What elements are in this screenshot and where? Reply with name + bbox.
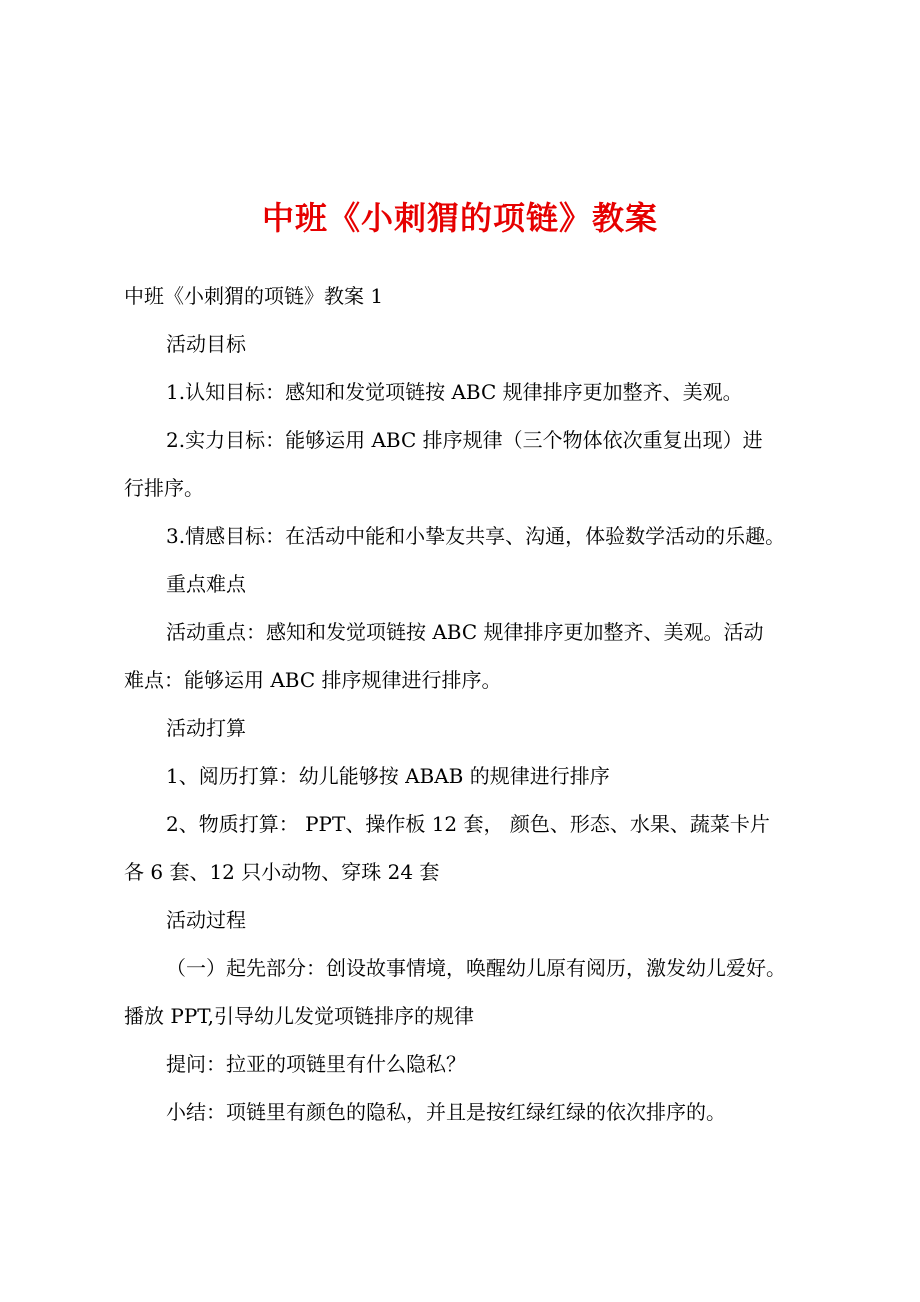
heading-activity-process: 活动过程 <box>166 908 246 932</box>
heading-activity-preparation: 活动打算 <box>166 716 246 740</box>
paragraph-opening-part-cont: 播放 PPT,引导幼儿发觉项链排序的规律 <box>124 1004 475 1028</box>
paragraph-emotion-goal: 3.情感目标：在活动中能和小挚友共享、沟通，体验数学活动的乐趣。 <box>166 524 786 548</box>
paragraph-difficulty: 难点：能够运用 ABC 排序规律进行排序。 <box>124 668 502 692</box>
paragraph-material-prep-cont: 各 6 套、12 只小动物、穿珠 24 套 <box>124 860 440 884</box>
paragraph-summary: 小结：项链里有颜色的隐私，并且是按红绿红绿的依次排序的。 <box>166 1100 726 1124</box>
heading-key-points: 重点难点 <box>166 572 246 596</box>
heading-activity-goals: 活动目标 <box>166 332 246 356</box>
paragraph-cognitive-goal: 1.认知目标：感知和发觉项链按 ABC 规律排序更加整齐、美观。 <box>166 380 743 404</box>
paragraph-material-prep: 2、物质打算： PPT、操作板 12 套， 颜色、形态、水果、蔬菜卡片 <box>166 812 770 836</box>
paragraph-question: 提问：拉亚的项链里有什么隐私？ <box>166 1052 466 1076</box>
paragraph-key-point: 活动重点：感知和发觉项链按 ABC 规律排序更加整齐、美观。活动 <box>166 620 764 644</box>
section-heading-lesson-1: 中班《小刺猬的项链》教案 1 <box>124 284 384 308</box>
paragraph-opening-part: （一）起先部分：创设故事情境，唤醒幼儿原有阅历，激发幼儿爱好。 <box>166 956 786 980</box>
paragraph-ability-goal: 2.实力目标：能够运用 ABC 排序规律（三个物体依次重复出现）进 <box>166 428 763 452</box>
document-title: 中班《小刺猬的项链》教案 <box>261 199 658 237</box>
paragraph-ability-goal-cont: 行排序。 <box>124 476 204 500</box>
paragraph-experience-prep: 1、阅历打算：幼儿能够按 ABAB 的规律进行排序 <box>166 764 610 788</box>
